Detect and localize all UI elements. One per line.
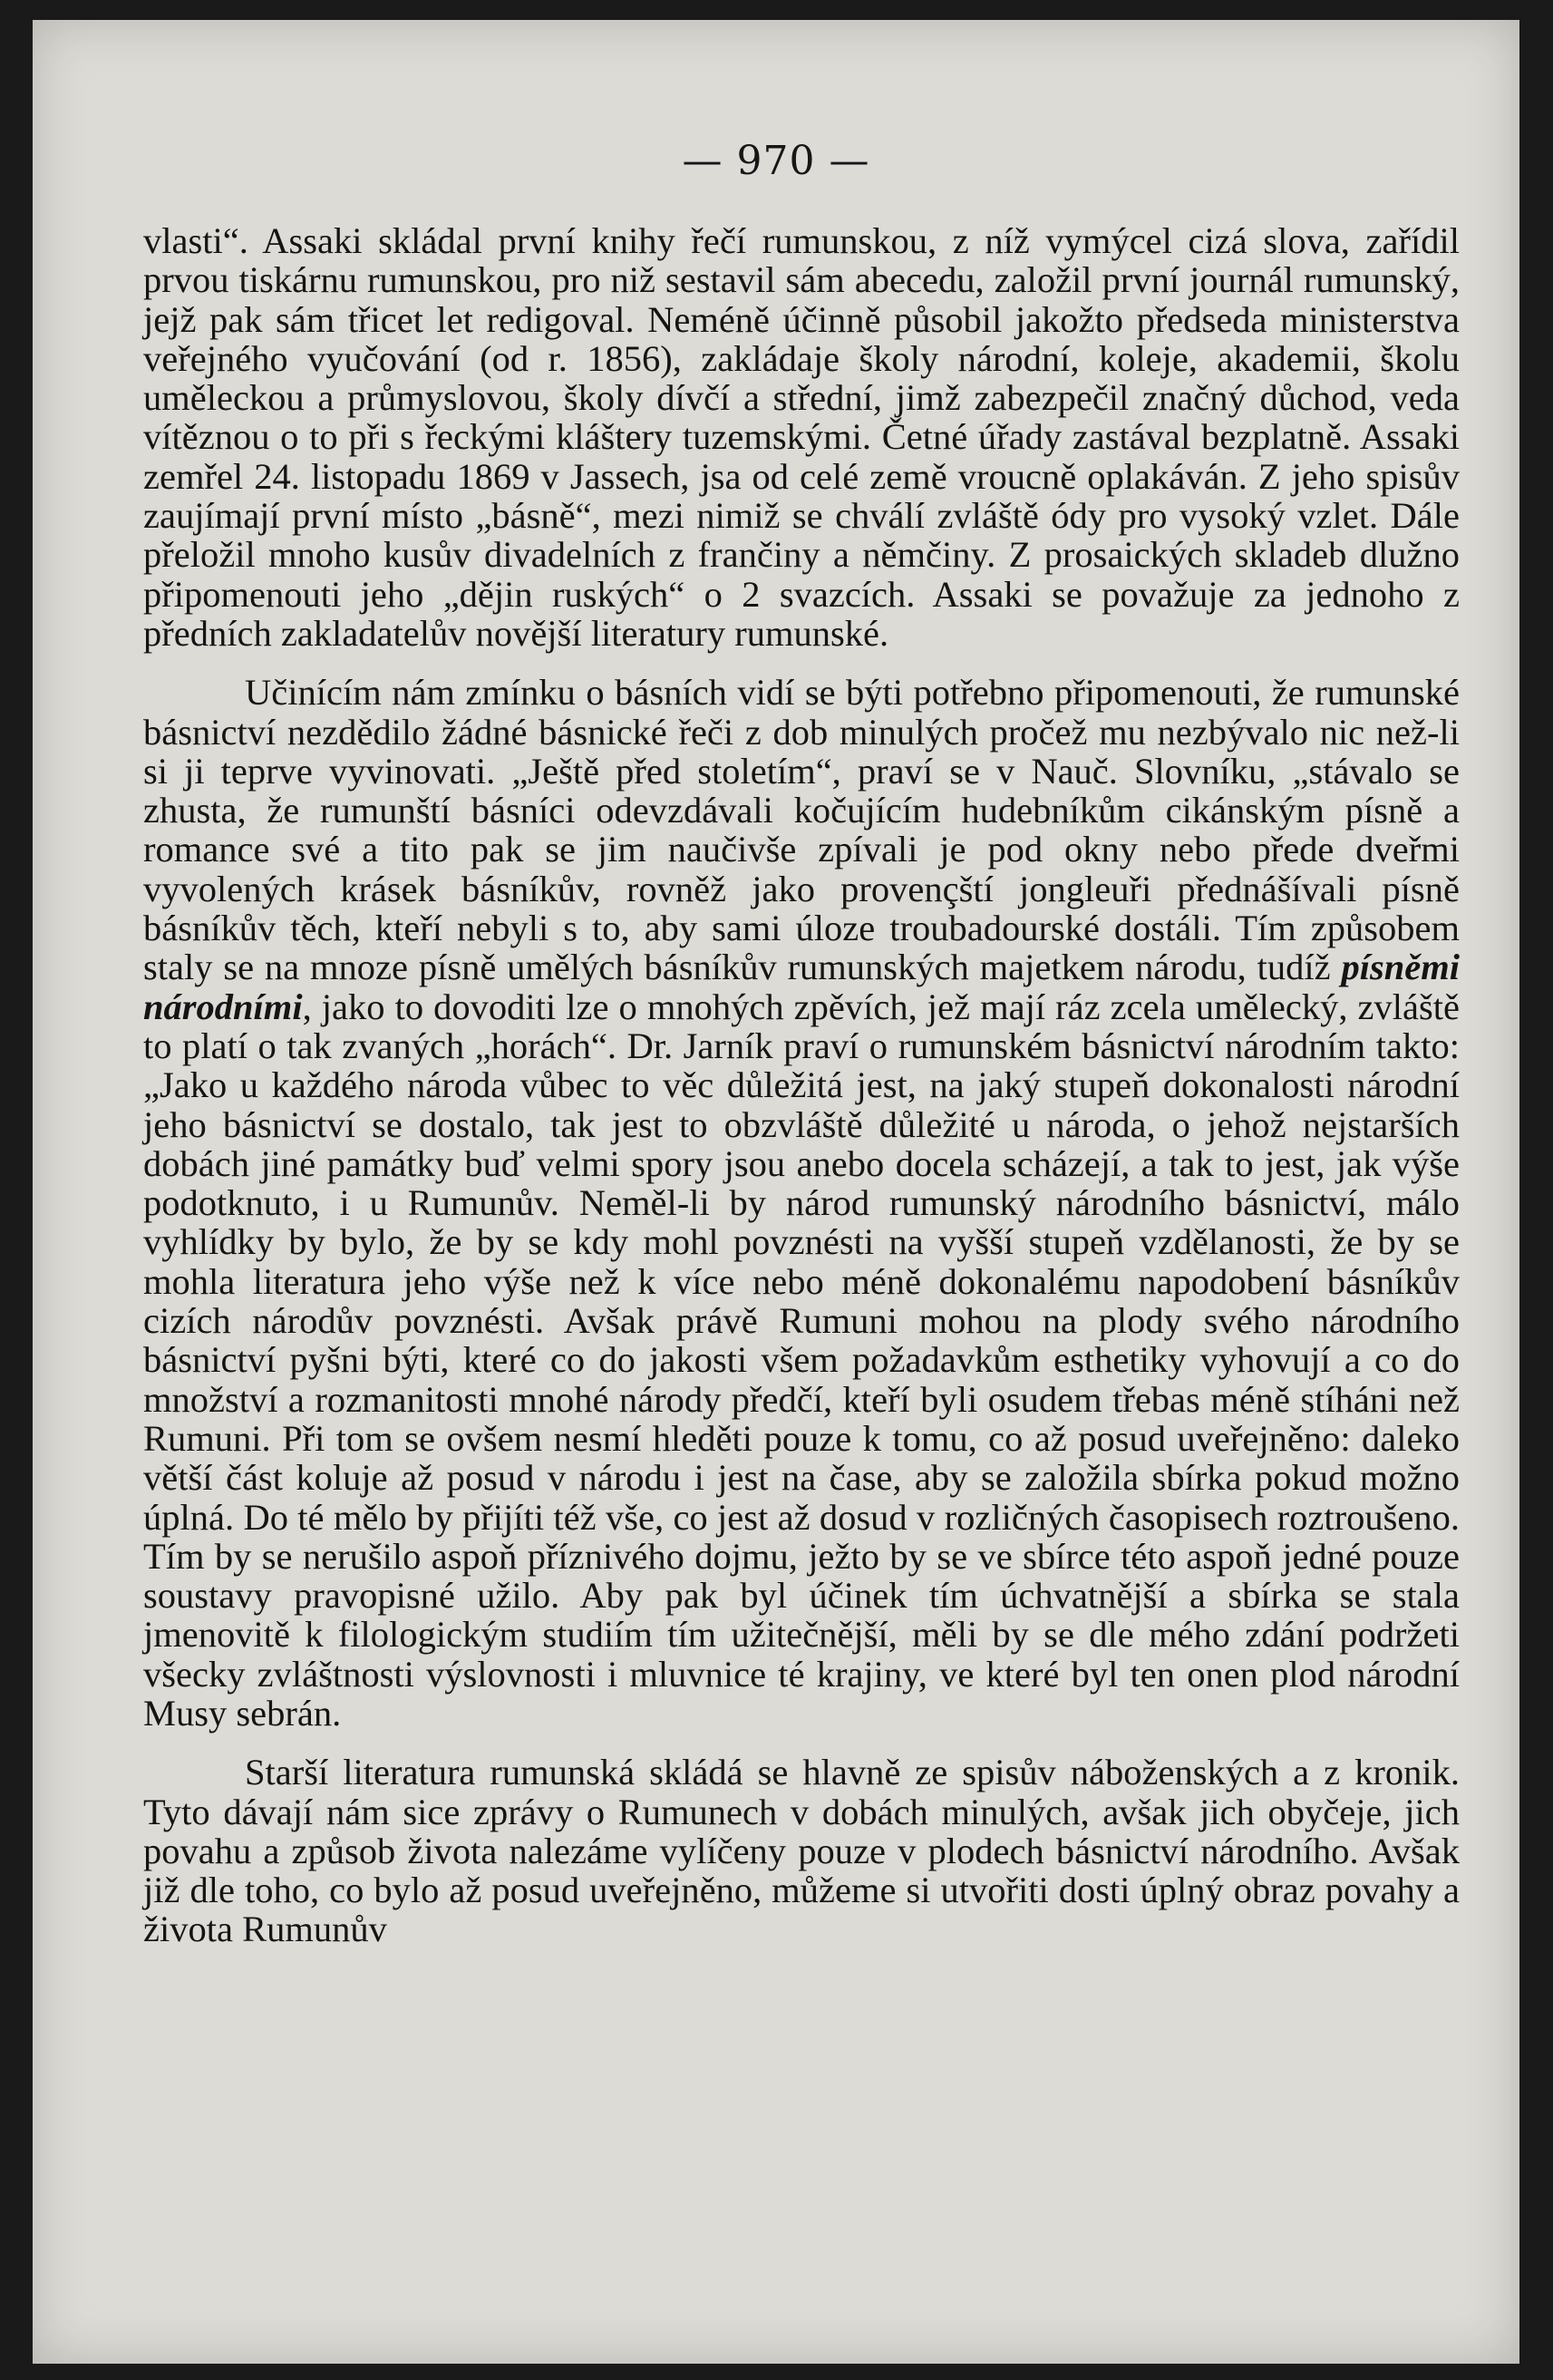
paragraph-2-text-end: , jako to dovoditi lze o mnohých zpěvích, jež mají ráz zcela umělecký, zvláště to platí o tak zvaných „horách“. Dr. Jarník praví o rumunském básnictví národním takto: „Jako u každého národa vůbec to věc důležitá jest, na jaký stupeň dokonalosti národní jeho básnictví se dostalo, tak jest to obzvláště důležité u národa, o jehož nejstarších dobách jiné památky buď velmi spory jsou anebo docela scházejí, a tak to jest, jak výše podotknuto, i u Rumunův. Neměl-li by národ rumunský národního básnictví, málo vyhlídky by bylo, že by se kdy mohl povznésti na vyšší stupeň vzdělanosti, že by se mohla literatura jeho výše než k více nebo méně dokonalému napodobení básníkův cizích národův povznésti. Avšak právě Rumuni mohou na plody svého národního básnictví pyšni býti, které co do jakosti všem požadavkům esthetiky vyhovují a co do množství a rozmanitosti mnohé národy předčí, kteří byli osudem třebas méně stíháni než Rumuni. Při tom se ovšem nesmí hleděti pouze k tomu, co až posud uveřejněno: daleko větší část koluje až posud v národu i jest na čase, aby se založila sbírka pokud možno úplná. Do té mělo by přijíti též vše, co jest až dosud v rozličných časopisech roztroušeno. Tím by se nerušilo aspoň příznivého dojmu, ježto by se ve sbírce této aspoň jedné pouze soustavy pravopisné užilo. Aby pak byl účinek tím úchvatnější a sbírka se stala jmenovitě k filologickým studiím tím užitečnější, měli by se dle mého zdání podržeti všecky zvláštnosti výslovnosti i mluvnice té krajiny, ve které byl ten onen plod národní Musy sebrán.: [143, 986, 1460, 1734]
paragraph-1-text: vlasti“. Assaki skládal první knihy řečí rumunskou, z níž vymýcel cizá slova, zařídil prvou tiskárnu rumunskou, pro niž sestavil sám abecedu, založil první journál rumunský, jejž pak sám třicet let redigoval. Neméně účinně působil jakožto předseda ministerstva veřejného vyučování (od r. 1856), zakládaje školy národní, koleje, akademii, školu uměleckou a průmyslovou, školy dívčí a střední, jimž zabezpečil značný důchod, veda vítěznou o to při s řeckými kláštery tuzemskými. Četné úřady zastával bezplatně. Assaki zemřel 24. listopadu 1869 v Jassech, jsa od celé země vroucně oplakáván. Z jeho spisův zaujímají první místo „básně“, mezi nimiž se chválí zvláště ódy pro vysoký vzlet. Dále přeložil mnoho kusův divadelních z frančiny a němčiny. Z prosaických skladeb dlužno připomenouti jeho „dějin ruských“ o 2 svazcích. Assaki se považuje za jednoho z předních zakladatelův novější literatury rumunské.: [143, 220, 1460, 654]
paragraph-2-text-start: Učinícím nám zmínku o básních vidí se býti potřebno připomenouti, že rumunské básnictví nezdědilo žádné básnické řeči z dob minulých pročež mu nezbývalo nic než-li si ji teprve vyvinovati. „Ještě před stoletím“, praví se v Nauč. Slovníku, „stávalo se zhusta, že rumunští básníci odevzdávali kočujícím hudebníkům cikánským písně a romance své a tito pak se jim naučivše zpívali je pod okny nebo přede dveřmi vyvolených krásek básníkův, rovněž jako provençští jongleuři přednášívali písně básníkův těch, kteří nebyli s to, aby sami úloze troubadourské dostáli. Tím způsobem staly se na mnoze písně umělých básníkův rumunských majetkem národu, tudíž: [143, 672, 1460, 988]
paragraph-2: [143, 673, 1460, 1733]
page-number: — 970 —: [682, 138, 870, 184]
paragraph-3: [143, 1753, 1460, 1948]
paragraph-3-text: Starší literatura rumunská skládá se hlavně ze spisův náboženských a z kronik. Tyto dávají nám sice zprávy o Rumunech v dobách minulých, avšak jich obyčeje, jich povahu a způsob života nalezáme vylíčeny pouze v plodech básnictví národního. Avšak již dle toho, co bylo až posud uveřejněno, můžeme si utvořiti dosti úplný obraz povahy a života Rumunův: [143, 1752, 1460, 1950]
paragraph-1: [143, 221, 1460, 653]
body-text: [143, 221, 1460, 1949]
paragraph-2-emphasis: písněmi národními: [143, 947, 1460, 1027]
book-page: [33, 20, 1519, 2364]
